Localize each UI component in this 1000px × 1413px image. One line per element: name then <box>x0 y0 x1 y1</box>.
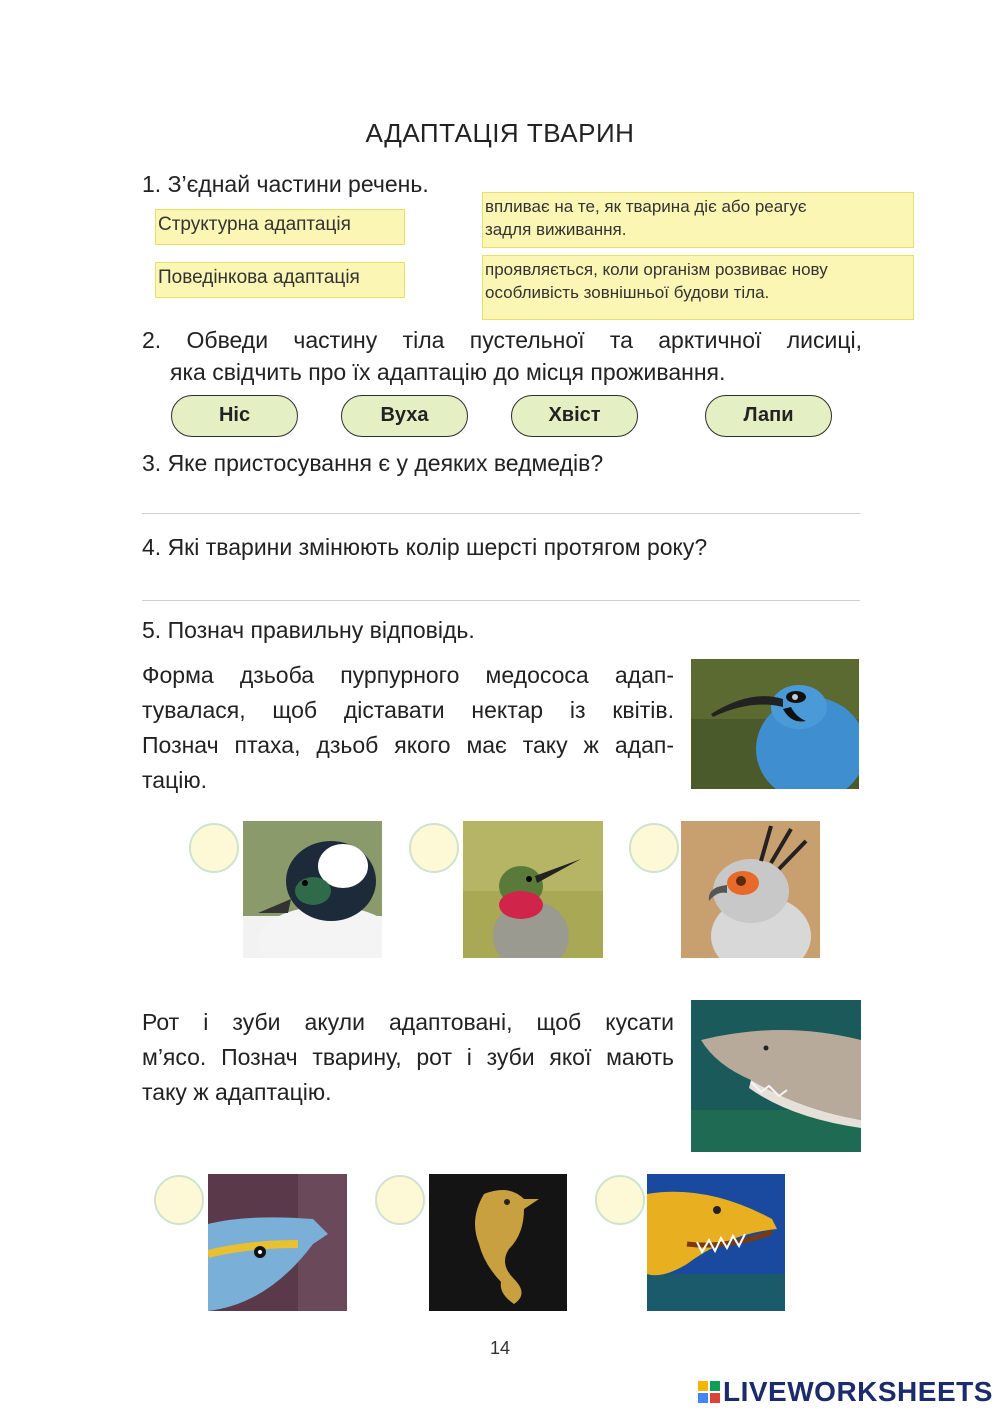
q1-prompt: 1. З’єднай частини речень. <box>142 171 429 197</box>
definition-line: особливість зовнішньої будови тіла. <box>485 283 770 302</box>
task-line: м’ясо. Познач тварину, рот і зуби якої мають <box>142 1044 674 1070</box>
answer-circle-hummingbird[interactable] <box>409 823 459 873</box>
page-number: 14 <box>489 1338 511 1358</box>
q4-prompt: 4. Які тварини змінюють колір шерсті протягом року? <box>142 534 708 560</box>
logo-grid-icon <box>698 1381 720 1403</box>
answer-circle-seahorse[interactable] <box>375 1175 425 1225</box>
hummingbird-image <box>463 821 603 958</box>
task-line: тацію. <box>142 767 207 793</box>
definition-line: задля виживання. <box>485 220 627 239</box>
task-line: таку ж адаптацію. <box>142 1079 332 1105</box>
q4-answer-line[interactable] <box>142 600 860 601</box>
duck-image <box>243 821 382 958</box>
secretary-bird-image <box>681 821 820 958</box>
option-tail-button[interactable]: Хвіст <box>511 395 638 437</box>
q2-prompt-line1: 2. Обведи частину тіла пустельної та арктичної лисиці, <box>142 327 862 353</box>
q2-prompt-line2: яка свідчить про їх адаптацію до місця проживання. <box>170 359 726 385</box>
match-right-behavior-definition[interactable] <box>482 192 914 248</box>
option-nose-button[interactable]: Ніс <box>171 395 298 437</box>
answer-circle-butterflyfish[interactable] <box>154 1175 204 1225</box>
option-paws-button[interactable]: Лапи <box>705 395 832 437</box>
shark-image <box>691 1000 861 1152</box>
q3-prompt: 3. Яке пристосування є у деяких ведмедів? <box>142 450 604 476</box>
seahorse-image <box>429 1174 567 1311</box>
definition-line: впливає на те, як тварина діє або реагує <box>485 197 807 216</box>
moray-eel-image <box>647 1174 785 1311</box>
task-line: Рот і зуби акули адаптовані, щоб кусати <box>142 1009 674 1035</box>
answer-circle-duck[interactable] <box>189 823 239 873</box>
honeyeater-image <box>691 659 859 789</box>
match-left-behavioral[interactable]: Поведінкова адаптація <box>155 262 405 298</box>
page-title: АДАПТАЦІЯ ТВАРИН <box>365 118 635 148</box>
option-ears-button[interactable]: Вуха <box>341 395 468 437</box>
logo-text: LIVEWORKSHEETS <box>723 1376 993 1407</box>
task-line: Познач птаха, дзьоб якого має таку ж адап- <box>142 732 674 758</box>
match-left-structural[interactable]: Структурна адаптація <box>155 209 405 245</box>
q5-task1-text <box>142 658 674 798</box>
butterflyfish-image <box>208 1174 347 1311</box>
q3-answer-line[interactable] <box>142 513 860 514</box>
q5-task2-text <box>142 1005 674 1110</box>
answer-circle-secretary-bird[interactable] <box>629 823 679 873</box>
match-right-structure-definition[interactable] <box>482 255 914 320</box>
task-line: тувалася, щоб діставати нектар із квітів. <box>142 697 674 723</box>
task-line: Форма дзьоба пурпурного медососа адап- <box>142 662 674 688</box>
answer-circle-moray-eel[interactable] <box>595 1175 645 1225</box>
q5-prompt: 5. Познач правильну відповідь. <box>142 617 475 643</box>
liveworksheets-logo[interactable] <box>698 1376 993 1408</box>
definition-line: проявляється, коли організм розвиває нову <box>485 260 828 279</box>
